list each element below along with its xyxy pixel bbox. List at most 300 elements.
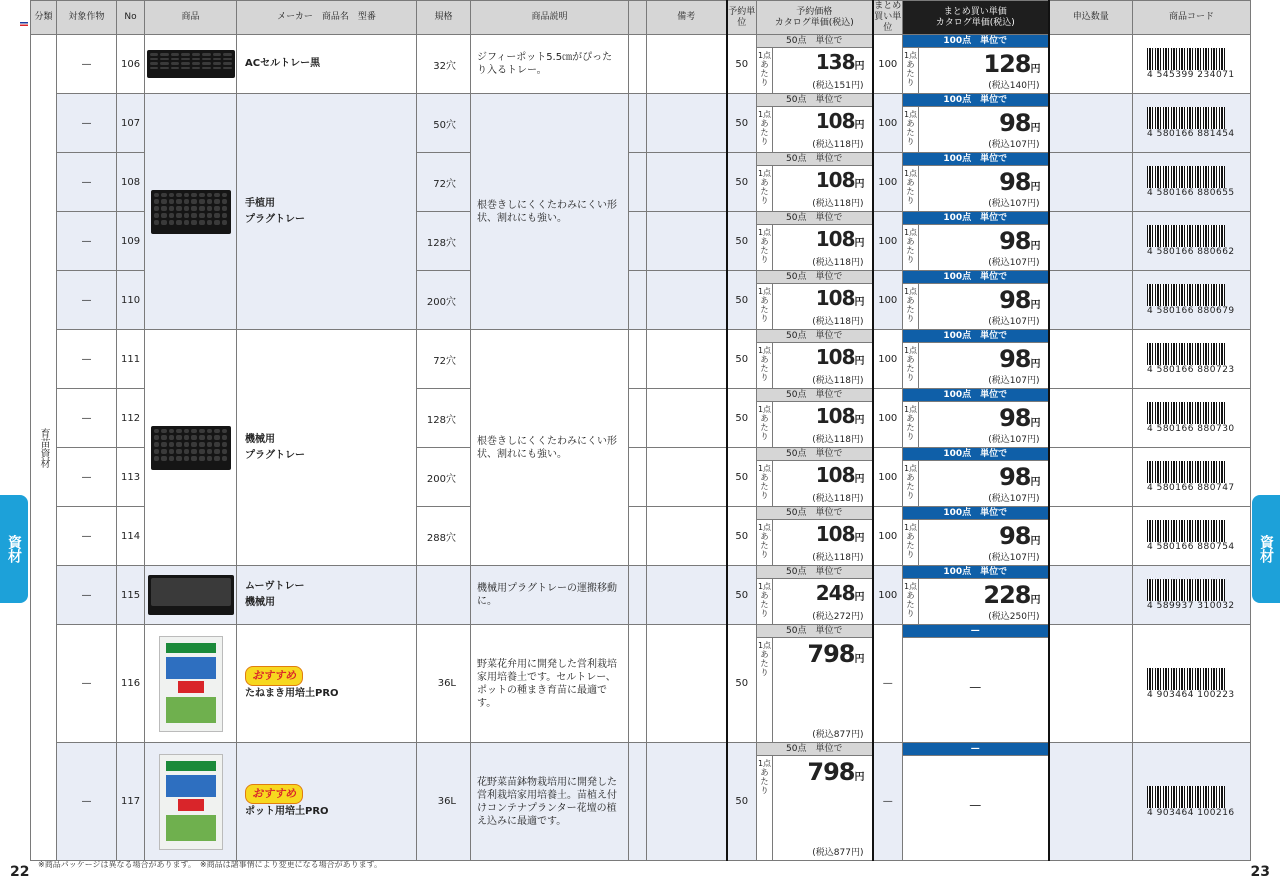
bulk-price-tax: (税込107円): [988, 435, 1040, 445]
bulk-unit: 100: [873, 330, 903, 389]
product-image-cell: [145, 330, 237, 566]
yen-unit: 円: [854, 297, 864, 308]
reservation-unit: 50: [727, 94, 757, 153]
spec: 72穴: [417, 153, 471, 212]
barcode-icon: [1147, 225, 1225, 247]
bulk-price-value: 98: [999, 286, 1031, 314]
bulk-price-value: 228: [983, 581, 1031, 609]
yen-unit: 円: [1030, 595, 1040, 606]
note-cell: [647, 389, 727, 448]
jan-code: 4 580166 880754: [1147, 542, 1235, 552]
blank-cell: [629, 271, 647, 330]
catalog-table-wrap: [30, 0, 1250, 860]
header-bulk-unit: まとめ買い単位: [874, 1, 902, 33]
res-price-cell: [757, 153, 873, 212]
reservation-unit: 50: [727, 330, 757, 389]
target-crop: —: [57, 35, 117, 94]
category-cell: 育苗資材: [31, 35, 57, 861]
product-name-cell: [237, 94, 417, 330]
jan-code: 4 580166 880730: [1147, 424, 1235, 434]
quantity-input-cell[interactable]: [1049, 743, 1133, 861]
res-unit-header: 50点 単位で: [757, 330, 872, 343]
blank-cell: [629, 566, 647, 625]
yen-unit: 円: [1030, 300, 1040, 311]
blank-cell: [629, 35, 647, 94]
blank-cell: [629, 625, 647, 743]
product-name: たねまき用培土PRO: [245, 687, 339, 699]
barcode-icon: [1147, 284, 1225, 306]
yen-unit: 円: [854, 238, 864, 249]
product-code-cell: [1133, 94, 1251, 153]
item-no: 116: [117, 625, 145, 743]
side-tab-right[interactable]: 資材: [1252, 495, 1280, 603]
table-row: [31, 94, 1251, 153]
bulk-unit-header: 100点 単位で: [903, 153, 1048, 166]
res-price-tax: (税込118円): [812, 435, 864, 445]
product-code-cell: [1133, 507, 1251, 566]
blank-cell: [629, 507, 647, 566]
yen-unit: 円: [1030, 359, 1040, 370]
header-no: No: [117, 1, 145, 35]
product-image-cell: [145, 94, 237, 330]
product-code-cell: [1133, 271, 1251, 330]
res-per-unit: 1点あたり: [757, 107, 773, 152]
quantity-input-cell[interactable]: [1049, 448, 1133, 507]
item-no: 114: [117, 507, 145, 566]
bulk-price: [999, 463, 1039, 491]
res-price-value: 108: [815, 404, 855, 428]
product-code-cell: [1133, 330, 1251, 389]
res-per-unit: 1点あたり: [757, 461, 773, 506]
note-cell: [647, 330, 727, 389]
bulk-price-cell: [903, 743, 1049, 861]
item-no: 117: [117, 743, 145, 861]
spec: 32穴: [417, 35, 471, 94]
target-crop: —: [57, 743, 117, 861]
bulk-per-unit: 1点あたり: [903, 520, 919, 565]
bulk-price: [983, 581, 1039, 609]
bulk-unit: 100: [873, 566, 903, 625]
bulk-price-cell: [903, 153, 1049, 212]
res-unit-header: 50点 単位で: [757, 153, 872, 166]
header-desc: 商品説明: [471, 1, 629, 35]
quantity-input-cell[interactable]: [1049, 35, 1133, 94]
header-note: 備考: [647, 1, 727, 35]
res-per-unit: 1点あたり: [757, 48, 773, 93]
quantity-input-cell[interactable]: [1049, 507, 1133, 566]
res-per-unit: 1点あたり: [757, 343, 773, 388]
res-per-unit: 1点あたり: [757, 520, 773, 565]
res-unit-header: 50点 単位で: [757, 212, 872, 225]
jan-code: 4 580166 880655: [1147, 188, 1235, 198]
bulk-unit-header: 100点 単位で: [903, 212, 1048, 225]
header-category: 分類: [31, 1, 57, 35]
yen-unit: 円: [854, 654, 864, 665]
product-code-cell: [1133, 212, 1251, 271]
target-crop: —: [57, 448, 117, 507]
bulk-unit: 100: [873, 507, 903, 566]
tray-image: [148, 575, 234, 615]
spec: [417, 566, 471, 625]
bulk-price: [999, 109, 1039, 137]
item-no: 115: [117, 566, 145, 625]
soil-bag-image: [159, 636, 223, 732]
header-product: 商品: [145, 1, 237, 35]
res-price-cell: [757, 448, 873, 507]
res-price: [816, 109, 864, 133]
res-price-cell: [757, 330, 873, 389]
table-row: [31, 330, 1251, 389]
res-price-value: 108: [815, 109, 855, 133]
note-cell: [647, 153, 727, 212]
res-price: [816, 345, 864, 369]
bulk-per-unit: 1点あたり: [903, 343, 919, 388]
yen-unit: 円: [854, 356, 864, 367]
quantity-input-cell[interactable]: [1049, 153, 1133, 212]
res-price-value: 108: [815, 345, 855, 369]
bulk-price-cell: [903, 212, 1049, 271]
product-description: ジフィーポット5.5㎝がぴったり入るトレー。: [471, 35, 629, 94]
res-price: [816, 404, 864, 428]
spec: 288穴: [417, 507, 471, 566]
barcode-icon: [1147, 461, 1225, 483]
note-cell: [647, 212, 727, 271]
res-unit-header: 50点 単位で: [757, 743, 872, 756]
product-name-cell: [237, 566, 417, 625]
reservation-unit: 50: [727, 566, 757, 625]
footnote: ※商品パッケージは異なる場合があります。 ※商品は諸事情により変更になる場合があります。: [38, 860, 382, 869]
product-code-cell: [1133, 389, 1251, 448]
res-price-cell: [757, 507, 873, 566]
product-name-cell: [237, 743, 417, 861]
jan-code: 4 580166 880662: [1147, 247, 1235, 257]
yen-unit: 円: [1030, 418, 1040, 429]
res-price: [816, 227, 864, 251]
product-description: 花野菜苗鉢物栽培用に開発した営利栽培家用培養土。苗植え付けコンテナプランター花壇の植え込みに最適です。: [471, 743, 629, 861]
bulk-price-tax: (税込107円): [988, 258, 1040, 268]
header-maker: メーカー 商品名 型番: [237, 1, 417, 35]
header-code: 商品コード: [1133, 1, 1251, 35]
res-price-tax: (税込118円): [812, 494, 864, 504]
yen-unit: 円: [854, 179, 864, 190]
bulk-price-cell: [903, 94, 1049, 153]
product-code-cell: [1133, 625, 1251, 743]
res-price-value: 108: [815, 522, 855, 546]
page-number-left: 22: [10, 864, 30, 880]
item-no: 106: [117, 35, 145, 94]
blank-cell: [629, 389, 647, 448]
bulk-price-value: 98: [999, 168, 1031, 196]
bulk-price-cell: [903, 330, 1049, 389]
reservation-unit: 50: [727, 271, 757, 330]
jan-code: 4 580166 881454: [1147, 129, 1235, 139]
product-name: ポット用培土PRO: [245, 805, 329, 817]
blank-cell: [629, 153, 647, 212]
note-cell: [647, 507, 727, 566]
bulk-unit-header: 100点 単位で: [903, 507, 1048, 520]
reservation-unit: 50: [727, 625, 757, 743]
res-price-cell: [757, 743, 873, 861]
bulk-unit-header: 100点 単位で: [903, 94, 1048, 107]
bulk-price-value: 98: [999, 227, 1031, 255]
bulk-price-tax: (税込107円): [988, 317, 1040, 327]
item-no: 107: [117, 94, 145, 153]
barcode-icon: [1147, 402, 1225, 424]
product-name: ムーヴトレー 機械用: [245, 581, 305, 608]
res-price-tax: (税込877円): [812, 730, 864, 740]
bulk-price: [999, 345, 1039, 373]
blank-cell: [629, 743, 647, 861]
quantity-input-cell[interactable]: [1049, 330, 1133, 389]
quantity-input-cell[interactable]: [1049, 94, 1133, 153]
res-per-unit: 1点あたり: [757, 756, 773, 860]
bulk-price-tax: (税込107円): [988, 553, 1040, 563]
bulk-per-unit: 1点あたり: [903, 107, 919, 152]
product-code-cell: [1133, 566, 1251, 625]
table-row: [31, 743, 1251, 861]
item-no: 110: [117, 271, 145, 330]
page-number-right: 23: [1250, 864, 1270, 880]
note-cell: [647, 448, 727, 507]
table-row: [31, 625, 1251, 743]
res-per-unit: 1点あたり: [757, 284, 773, 329]
recommend-badge: おすすめ: [245, 666, 303, 686]
res-price: [807, 758, 863, 786]
res-price-value: 138: [815, 50, 855, 74]
bulk-price-tax: (税込107円): [988, 199, 1040, 209]
bulk-unit: —: [873, 625, 903, 743]
reservation-unit: 50: [727, 212, 757, 271]
spec: 36L: [417, 625, 471, 743]
quantity-input-cell[interactable]: [1049, 566, 1133, 625]
bulk-price-cell: [903, 507, 1049, 566]
bulk-price-value: 128: [983, 50, 1031, 78]
product-code-cell: [1133, 153, 1251, 212]
target-crop: —: [57, 625, 117, 743]
res-price-tax: (税込118円): [812, 140, 864, 150]
item-no: 113: [117, 448, 145, 507]
bulk-price-value: 98: [999, 522, 1031, 550]
product-code-cell: [1133, 35, 1251, 94]
bulk-price: [999, 227, 1039, 255]
product-name: ACセルトレー黒: [245, 58, 321, 69]
res-price-tax: (税込118円): [812, 258, 864, 268]
bulk-per-unit: 1点あたり: [903, 402, 919, 447]
spec: 200穴: [417, 271, 471, 330]
quantity-input-cell[interactable]: [1049, 212, 1133, 271]
bulk-unit-header: 100点 単位で: [903, 566, 1048, 579]
jan-code: 4 903464 100223: [1147, 689, 1235, 700]
jan-code: 4 903464 100216: [1147, 807, 1235, 818]
bulk-price-tax: (税込107円): [988, 494, 1040, 504]
res-price-value: 108: [815, 463, 855, 487]
res-unit-header: 50点 単位で: [757, 35, 872, 48]
yen-unit: 円: [854, 61, 864, 72]
bulk-unit-header: 100点 単位で: [903, 389, 1048, 402]
yen-unit: 円: [1030, 123, 1040, 134]
res-price-cell: [757, 625, 873, 743]
product-image-cell: [145, 35, 237, 94]
reservation-unit: 50: [727, 153, 757, 212]
bulk-unit: 100: [873, 212, 903, 271]
res-unit-header: 50点 単位で: [757, 448, 872, 461]
product-name-cell: [237, 625, 417, 743]
product-description: 根巻きしにくくたわみにくい形状、割れにも強い。: [471, 94, 629, 330]
res-price: [816, 168, 864, 192]
product-description: 機械用プラグトレーの運搬移動に。: [471, 566, 629, 625]
bulk-price-value: 98: [999, 345, 1031, 373]
bulk-price-cell: [903, 448, 1049, 507]
bulk-unit-header: 100点 単位で: [903, 35, 1048, 48]
table-row: [31, 35, 1251, 94]
target-crop: —: [57, 212, 117, 271]
header-bulk-price: まとめ買い単価 カタログ単価(税込): [903, 1, 1049, 35]
header-spec: 規格: [417, 1, 471, 35]
bulk-unit: 100: [873, 153, 903, 212]
header-qty: 申込数量: [1049, 1, 1133, 35]
res-unit-header: 50点 単位で: [757, 94, 872, 107]
yen-unit: 円: [854, 592, 864, 603]
yen-unit: 円: [854, 415, 864, 426]
tray-image: [151, 190, 231, 234]
barcode-icon: [1147, 166, 1225, 188]
yen-unit: 円: [1030, 477, 1040, 488]
bulk-unit: 100: [873, 271, 903, 330]
res-price-tax: (税込118円): [812, 553, 864, 563]
res-per-unit: 1点あたり: [757, 225, 773, 270]
spec: 72穴: [417, 330, 471, 389]
bulk-unit: 100: [873, 448, 903, 507]
catalog-table: [30, 0, 1251, 861]
bulk-per-unit: 1点あたり: [903, 48, 919, 93]
res-price-tax: (税込118円): [812, 376, 864, 386]
bulk-unit-header: 100点 単位で: [903, 271, 1048, 284]
res-price: [816, 581, 864, 605]
bulk-price-tax: (税込107円): [988, 376, 1040, 386]
table-row: [31, 566, 1251, 625]
reservation-unit: 50: [727, 448, 757, 507]
target-crop: —: [57, 94, 117, 153]
res-price-value: 108: [815, 286, 855, 310]
product-name: 機械用 プラグトレー: [245, 433, 305, 461]
target-crop: —: [57, 566, 117, 625]
quantity-input-cell[interactable]: [1049, 271, 1133, 330]
yen-unit: 円: [1030, 536, 1040, 547]
note-cell: [647, 94, 727, 153]
quantity-input-cell[interactable]: [1049, 625, 1133, 743]
bulk-price-tax: (税込140円): [988, 81, 1040, 91]
res-price-tax: (税込151円): [812, 81, 864, 91]
bulk-price-cell: [903, 625, 1049, 743]
bulk-price-value: 98: [999, 463, 1031, 491]
item-no: 108: [117, 153, 145, 212]
bulk-unit: —: [873, 743, 903, 861]
barcode-icon: [1147, 786, 1225, 808]
tray-image: [151, 426, 231, 470]
res-price-cell: [757, 212, 873, 271]
res-per-unit: 1点あたり: [757, 638, 773, 742]
bulk-per-unit: 1点あたり: [903, 284, 919, 329]
yen-unit: 円: [1030, 64, 1040, 75]
yen-unit: 円: [1030, 241, 1040, 252]
blank-cell: [629, 212, 647, 271]
bulk-per-unit: 1点あたり: [903, 579, 919, 624]
jan-code: 4 589937 310032: [1147, 601, 1235, 611]
res-price-value: 798: [807, 758, 855, 786]
res-price-tax: (税込118円): [812, 317, 864, 327]
bulk-per-unit: 1点あたり: [903, 461, 919, 506]
yen-unit: 円: [1030, 182, 1040, 193]
res-per-unit: 1点あたり: [757, 402, 773, 447]
res-price-value: 248: [815, 581, 855, 605]
product-image-cell: [145, 566, 237, 625]
bulk-price-none: —: [969, 679, 982, 694]
yen-unit: 円: [854, 533, 864, 544]
bulk-price-none: —: [969, 797, 982, 812]
note-cell: [647, 35, 727, 94]
bulk-unit-header: —: [903, 743, 1048, 756]
barcode-icon: [1147, 107, 1225, 129]
res-price-cell: [757, 389, 873, 448]
bulk-price: [999, 522, 1039, 550]
product-description: 野菜花弁用に開発した営利栽培家用培養土です。セルトレー、ポットの種まき育苗に最適です。: [471, 625, 629, 743]
res-unit-header: 50点 単位で: [757, 389, 872, 402]
bulk-price-cell: [903, 566, 1049, 625]
tray-image: [147, 50, 235, 78]
quantity-input-cell[interactable]: [1049, 389, 1133, 448]
barcode-icon: [1147, 668, 1225, 690]
barcode-icon: [1147, 343, 1225, 365]
res-price-tax: (税込118円): [812, 199, 864, 209]
res-unit-header: 50点 単位で: [757, 566, 872, 579]
res-price-cell: [757, 35, 873, 94]
res-price: [816, 50, 864, 74]
spec: 128穴: [417, 389, 471, 448]
product-name: 手植用 プラグトレー: [245, 197, 305, 225]
bulk-unit: 100: [873, 94, 903, 153]
bulk-per-unit: 1点あたり: [903, 166, 919, 211]
spec: 200穴: [417, 448, 471, 507]
spec: 36L: [417, 743, 471, 861]
blank-cell: [629, 330, 647, 389]
target-crop: —: [57, 389, 117, 448]
bulk-price-value: 98: [999, 404, 1031, 432]
bulk-unit-header: 100点 単位で: [903, 448, 1048, 461]
res-per-unit: 1点あたり: [757, 166, 773, 211]
note-cell: [647, 271, 727, 330]
side-tab-left[interactable]: 資材: [0, 495, 28, 603]
res-price: [816, 463, 864, 487]
reservation-unit: 50: [727, 389, 757, 448]
res-unit-header: 50点 単位で: [757, 625, 872, 638]
jan-code: 4 545399 234071: [1147, 70, 1235, 80]
spec: 50穴: [417, 94, 471, 153]
reservation-unit: 50: [727, 35, 757, 94]
jan-code: 4 580166 880747: [1147, 483, 1235, 493]
bulk-price-value: 98: [999, 109, 1031, 137]
res-price: [816, 522, 864, 546]
jan-code: 4 580166 880679: [1147, 306, 1235, 316]
product-image-cell: [145, 743, 237, 861]
res-unit-header: 50点 単位で: [757, 271, 872, 284]
bulk-price: [983, 50, 1039, 78]
blank-cell: [629, 94, 647, 153]
soil-bag-image: [159, 754, 223, 850]
reservation-unit: 50: [727, 507, 757, 566]
yen-unit: 円: [854, 120, 864, 131]
product-name-cell: [237, 330, 417, 566]
target-crop: —: [57, 507, 117, 566]
